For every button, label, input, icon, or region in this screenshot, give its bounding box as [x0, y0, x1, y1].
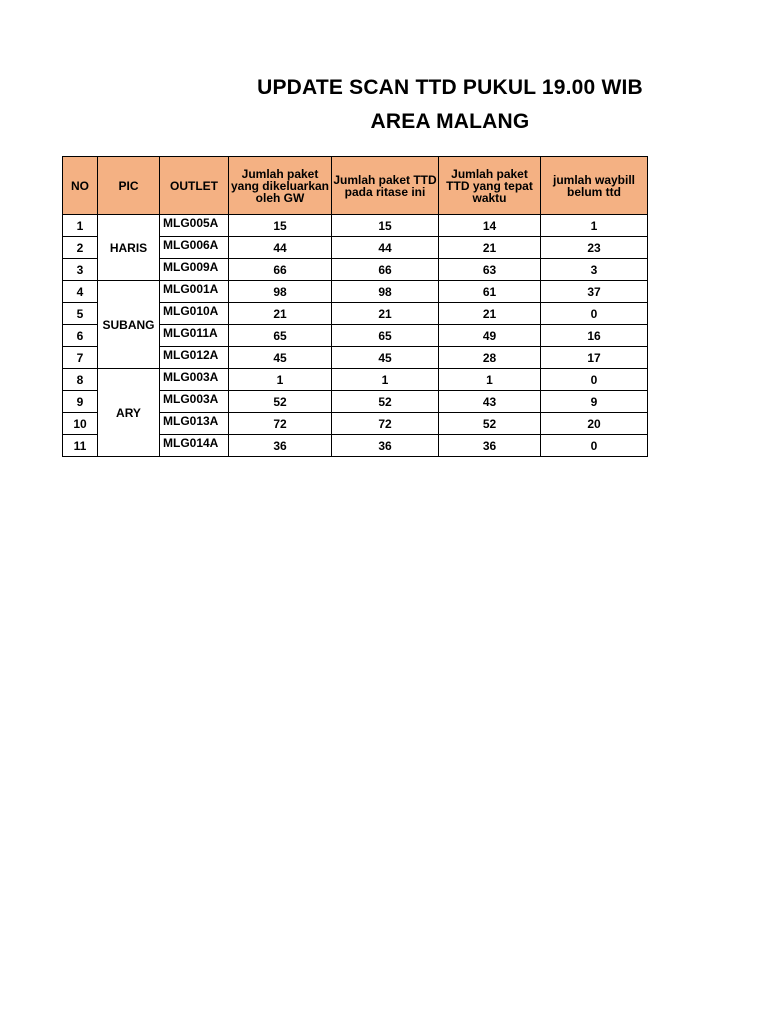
- cell-belum: 1: [541, 215, 648, 237]
- cell-outlet: MLG001A: [160, 281, 229, 303]
- cell-outlet: MLG003A: [160, 391, 229, 413]
- cell-ritase: 66: [332, 259, 439, 281]
- cell-no: 4: [63, 281, 98, 303]
- table-body: [63, 215, 648, 457]
- cell-outlet: MLG014A: [160, 435, 229, 457]
- cell-ritase: 45: [332, 347, 439, 369]
- cell-belum: 0: [541, 435, 648, 457]
- cell-belum: 20: [541, 413, 648, 435]
- header-belum: jumlah waybill belum ttd: [541, 157, 648, 215]
- header-tepat: Jumlah paket TTD yang tepat waktu: [439, 157, 541, 215]
- cell-no: 5: [63, 303, 98, 325]
- cell-pic: HARIS: [98, 215, 160, 281]
- header-dikeluarkan: Jumlah paket yang dikeluarkan oleh GW: [229, 157, 332, 215]
- cell-outlet: MLG011A: [160, 325, 229, 347]
- cell-outlet: MLG009A: [160, 259, 229, 281]
- cell-no: 9: [63, 391, 98, 413]
- cell-outlet: MLG013A: [160, 413, 229, 435]
- cell-no: 3: [63, 259, 98, 281]
- cell-ritase: 72: [332, 413, 439, 435]
- cell-ritase: 52: [332, 391, 439, 413]
- cell-outlet: MLG012A: [160, 347, 229, 369]
- cell-ritase: 65: [332, 325, 439, 347]
- report-title: UPDATE SCAN TTD PUKUL 19.00 WIB: [257, 76, 643, 99]
- cell-tepat: 14: [439, 215, 541, 237]
- cell-belum: 23: [541, 237, 648, 259]
- cell-outlet: MLG010A: [160, 303, 229, 325]
- cell-tepat: 1: [439, 369, 541, 391]
- cell-tepat: 63: [439, 259, 541, 281]
- cell-no: 1: [63, 215, 98, 237]
- cell-pic: SUBANG: [98, 281, 160, 369]
- cell-outlet: MLG006A: [160, 237, 229, 259]
- table-row: [63, 369, 648, 391]
- cell-dikeluarkan: 66: [229, 259, 332, 281]
- cell-dikeluarkan: 36: [229, 435, 332, 457]
- header-no: NO: [63, 157, 98, 215]
- cell-no: 11: [63, 435, 98, 457]
- cell-ritase: 36: [332, 435, 439, 457]
- cell-belum: 37: [541, 281, 648, 303]
- cell-tepat: 21: [439, 237, 541, 259]
- cell-pic: ARY: [98, 369, 160, 457]
- cell-belum: 9: [541, 391, 648, 413]
- cell-belum: 0: [541, 303, 648, 325]
- cell-no: 8: [63, 369, 98, 391]
- cell-dikeluarkan: 52: [229, 391, 332, 413]
- cell-dikeluarkan: 15: [229, 215, 332, 237]
- table-row: [63, 281, 648, 303]
- cell-ritase: 15: [332, 215, 439, 237]
- cell-ritase: 1: [332, 369, 439, 391]
- cell-tepat: 21: [439, 303, 541, 325]
- cell-dikeluarkan: 72: [229, 413, 332, 435]
- table-row: [63, 215, 648, 237]
- cell-tepat: 43: [439, 391, 541, 413]
- cell-dikeluarkan: 44: [229, 237, 332, 259]
- cell-no: 10: [63, 413, 98, 435]
- cell-outlet: MLG005A: [160, 215, 229, 237]
- cell-no: 7: [63, 347, 98, 369]
- cell-no: 6: [63, 325, 98, 347]
- cell-dikeluarkan: 1: [229, 369, 332, 391]
- report-subtitle: AREA MALANG: [370, 110, 530, 133]
- scan-table: [62, 156, 648, 457]
- cell-outlet: MLG003A: [160, 369, 229, 391]
- cell-belum: 16: [541, 325, 648, 347]
- cell-dikeluarkan: 98: [229, 281, 332, 303]
- cell-belum: 3: [541, 259, 648, 281]
- cell-tepat: 49: [439, 325, 541, 347]
- header-pic: PIC: [98, 157, 160, 215]
- cell-tepat: 61: [439, 281, 541, 303]
- cell-belum: 0: [541, 369, 648, 391]
- header-outlet: OUTLET: [160, 157, 229, 215]
- cell-ritase: 44: [332, 237, 439, 259]
- cell-tepat: 36: [439, 435, 541, 457]
- cell-ritase: 98: [332, 281, 439, 303]
- cell-dikeluarkan: 65: [229, 325, 332, 347]
- cell-dikeluarkan: 45: [229, 347, 332, 369]
- cell-dikeluarkan: 21: [229, 303, 332, 325]
- cell-ritase: 21: [332, 303, 439, 325]
- cell-tepat: 28: [439, 347, 541, 369]
- header-ritase: Jumlah paket TTD pada ritase ini: [332, 157, 439, 215]
- cell-belum: 17: [541, 347, 648, 369]
- cell-no: 2: [63, 237, 98, 259]
- cell-tepat: 52: [439, 413, 541, 435]
- header-row: [63, 157, 648, 215]
